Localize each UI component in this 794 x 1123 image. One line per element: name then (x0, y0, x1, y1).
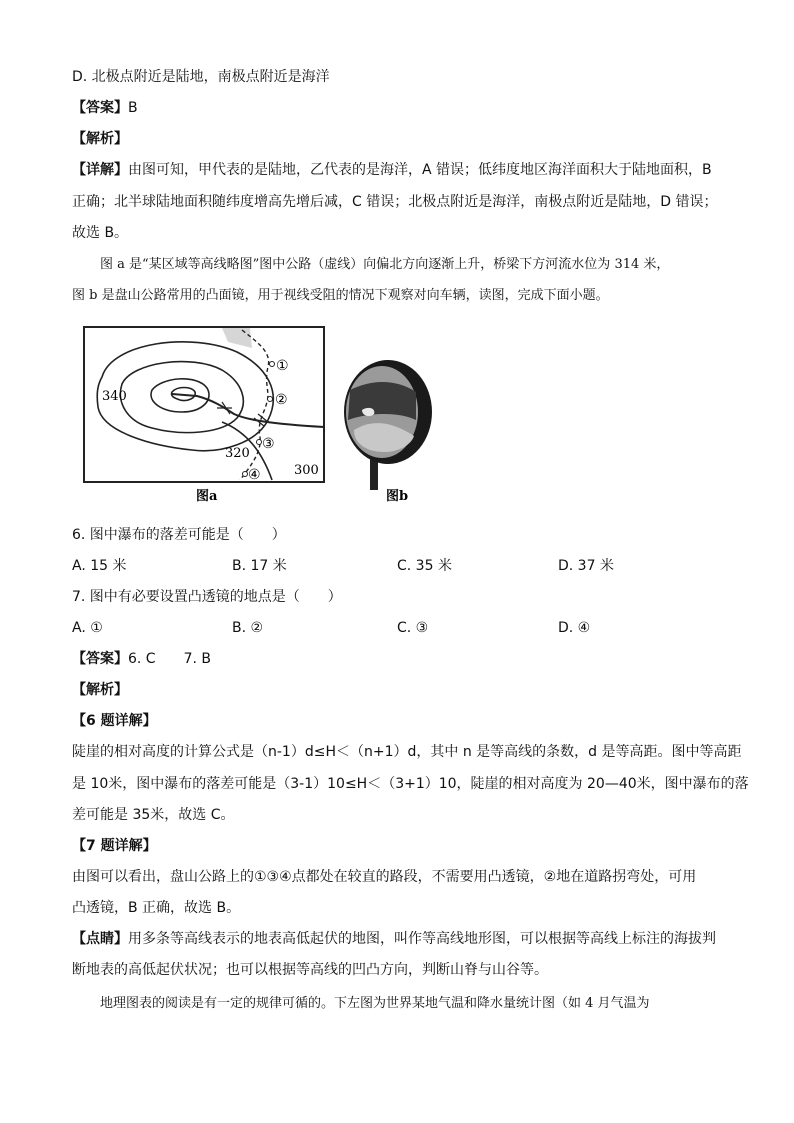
detail-line-2: 正确；北半球陆地面积随纬度增高先增后减，C 错误；北极点附近是海洋，南极点附近是陆地，D 错误； (72, 194, 718, 210)
intro-line-2: 图 b 是盘山公路常用的凸面镜，用于视线受阻的情况下观察对向车辆，读图，完成下面小题。 (72, 288, 609, 303)
point-2-label: ② (275, 392, 288, 408)
q6-detail-line-3: 差可能是 35米，故选 C。 (72, 807, 235, 823)
point-1-label: ① (276, 358, 289, 374)
key-point-line-2: 断地表的高低起伏状况；也可以根据等高线的凹凸方向，判断山脊与山谷等。 (72, 962, 548, 978)
answer-line-1 (72, 98, 138, 118)
point-4-label: ④ (248, 467, 261, 483)
analysis-tag-2: 【解析】 (72, 682, 128, 698)
point-1-marker (270, 362, 275, 367)
point-2-marker (268, 397, 273, 402)
q7-detail-tag: 【7 题详解】 (72, 838, 157, 854)
point-3-marker (257, 440, 262, 445)
q6-option-d: D. 37 米 (558, 558, 614, 574)
detail-line-1 (72, 160, 712, 180)
next-question-intro: 地理图表的阅读是有一定的规律可循的。下左图为世界某地气温和降水量统计图（如 4 月气温为 (100, 996, 650, 1011)
question-6: 6. 图中瀑布的落差可能是（ ） (72, 527, 286, 543)
option-d-line: D. 北极点附近是陆地，南极点附近是海洋 (72, 69, 330, 85)
analysis-tag-1: 【解析】 (72, 131, 128, 147)
answer-tag-2: 【答案】 (72, 651, 128, 667)
contour-label-340: 340 (102, 389, 127, 404)
q6-detail-line-2: 是 10米，图中瀑布的落差可能是（3-1）10≤H＜（3+1）10，陡崖的相对高度为 20—40米，图中瀑布的落 (72, 776, 749, 792)
q7-option-c: C. ③ (397, 620, 429, 636)
figure-a-label: 图a (196, 489, 218, 504)
key-point-text-1: 用多条等高线表示的地表高低起伏的地图，叫作等高线地形图，可以根据等高线上标注的海拔判 (128, 931, 716, 947)
point-3-label: ③ (262, 436, 275, 452)
key-point-tag: 【点睛】 (72, 931, 128, 947)
answer-line-2 (72, 649, 211, 669)
q6-option-c: C. 35 米 (397, 558, 452, 574)
key-point-line-1 (72, 929, 716, 949)
q7-option-b: B. ② (232, 620, 264, 636)
q6-option-a: A. 15 米 (72, 558, 127, 574)
mirror-pole (370, 458, 378, 490)
q7-detail-line-1: 由图可以看出，盘山公路上的①③④点都处在较直的路段，不需要用凸透镜，②地在道路拐弯处，可用 (72, 869, 697, 885)
convex-mirror-figure (340, 350, 450, 508)
point-4-marker (243, 472, 248, 477)
answer-tag: 【答案】 (72, 100, 128, 116)
detail-text-1: 由图可知，甲代表的是陆地，乙代表的是海洋，A 错误；低纬度地区海洋面积大于陆地面积，B (128, 162, 712, 178)
intro-line-1: 图 a 是“某区域等高线略图”图中公路（虚线）向偏北方向逐渐上升，桥梁下方河流水位为 314 米， (100, 257, 670, 272)
detail-line-3: 故选 B。 (72, 225, 129, 241)
contour-middle (120, 362, 243, 433)
contour-label-300: 300 (294, 463, 319, 478)
q7-option-d: D. ④ (558, 620, 591, 636)
shaded-area (222, 328, 252, 348)
q7-detail-line-2: 凸透镜，B 正确，故选 B。 (72, 900, 241, 916)
contour-map-figure (72, 322, 336, 508)
q6-detail-line-1: 陡崖的相对高度的计算公式是（n-1）d≤H＜（n+1）d，其中 n 是等高线的条数，d 是等高距。图中等高距 (72, 744, 742, 760)
question-7: 7. 图中有必要设置凸透镜的地点是（ ） (72, 589, 342, 605)
answer-value-2: 6. C 7. B (128, 651, 211, 667)
detail-tag: 【详解】 (72, 162, 128, 178)
figure-b-label: 图b (386, 489, 409, 504)
q6-option-b: B. 17 米 (232, 558, 287, 574)
q6-detail-tag: 【6 题详解】 (72, 713, 157, 729)
contour-label-320: 320 (225, 446, 250, 461)
q7-option-a: A. ① (72, 620, 103, 636)
answer-value: B (128, 100, 138, 116)
